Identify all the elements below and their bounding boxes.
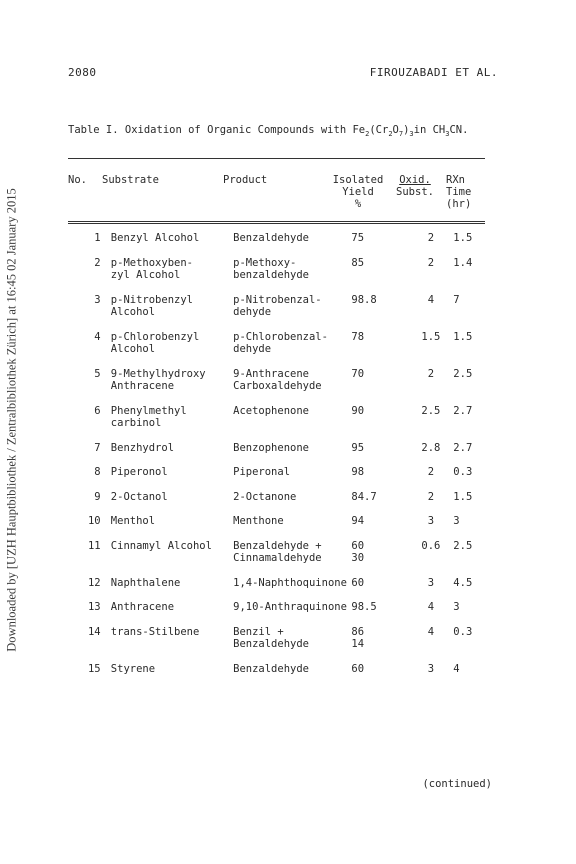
product-cell: 1,4-Naphthoquinone xyxy=(233,576,347,589)
yield-cell: 90 xyxy=(351,404,365,417)
oxidation-table xyxy=(68,232,488,687)
oxidant-cell: 4 xyxy=(427,601,435,613)
oxidant-cell: 2 xyxy=(427,256,435,269)
time-cell: 1.5 xyxy=(453,330,473,343)
table-top-rule xyxy=(68,158,485,159)
col-header-substrate: Substrate xyxy=(102,174,159,186)
yield-cell: 60 30 xyxy=(351,539,365,564)
time-cell: 4 xyxy=(453,662,460,675)
table-row xyxy=(68,257,488,294)
table-row xyxy=(68,491,488,516)
substrate-cell: 9-Methylhydroxy Anthracene xyxy=(110,367,206,392)
row-number: 11 xyxy=(87,539,101,552)
oxidant-cell: 4 xyxy=(427,625,435,638)
oxidant-cell: 3 xyxy=(427,662,435,675)
yield-cell: 60 xyxy=(351,662,365,675)
row-number: 12 xyxy=(87,576,101,589)
substrate-cell: Menthol xyxy=(110,515,156,527)
yield-cell: 84.7 xyxy=(351,490,377,503)
yield-cell: 95 xyxy=(351,441,365,454)
header-rule-double xyxy=(68,223,485,224)
time-cell: 2.7 xyxy=(453,441,473,454)
oxidant-cell: 4 xyxy=(427,293,435,306)
watermark-text: Downloaded by [UZH Hauptbibliothek / Zentralbibliothek Zürich] at 16:45 02 January 2015 xyxy=(4,188,19,652)
yield-cell: 70 xyxy=(351,367,365,380)
oxidant-cell: 2 xyxy=(427,232,435,244)
page-number: 2080 xyxy=(68,66,97,79)
substrate-cell: trans-Stilbene xyxy=(110,625,200,638)
product-cell: Benzophenone xyxy=(233,441,309,454)
time-cell: 1.4 xyxy=(453,256,473,269)
oxidant-cell: 3 xyxy=(427,515,435,527)
oxidant-cell: 0.6 xyxy=(421,539,441,552)
product-cell: Benzil + Benzaldehyde xyxy=(233,625,309,650)
table-row xyxy=(68,663,488,688)
substrate-cell: Piperonol xyxy=(110,466,168,478)
row-number: 3 xyxy=(94,293,101,306)
substrate-cell: Styrene xyxy=(110,662,156,675)
yield-cell: 94 xyxy=(351,515,365,527)
row-number: 1 xyxy=(94,232,101,244)
table-row xyxy=(68,626,488,663)
product-cell: p-Nitrobenzal- dehyde xyxy=(233,293,322,318)
yield-cell: 60 xyxy=(351,576,365,589)
product-cell: 2-Octanone xyxy=(233,490,297,503)
substrate-cell: Phenylmethyl carbinol xyxy=(110,404,187,429)
table-row xyxy=(68,466,488,491)
row-number: 9 xyxy=(94,490,101,503)
row-number: 6 xyxy=(94,404,101,417)
yield-cell: 98.5 xyxy=(351,601,377,613)
substrate-cell: Naphthalene xyxy=(110,576,181,589)
col-header-yield: Isolated Yield % xyxy=(332,174,384,210)
yield-cell: 78 xyxy=(351,330,365,343)
product-cell: p-Chlorobenzal- dehyde xyxy=(233,330,328,355)
substrate-cell: p-Nitrobenzyl Alcohol xyxy=(110,293,193,318)
time-cell: 2.7 xyxy=(453,404,473,417)
time-cell: 0.3 xyxy=(453,625,473,638)
substrate-cell: p-Chlorobenzyl Alcohol xyxy=(110,330,200,355)
col-header-oxid: Oxid. Subst. xyxy=(396,174,434,198)
substrate-cell: Cinnamyl Alcohol xyxy=(110,539,212,552)
oxidant-cell: 3 xyxy=(427,576,435,589)
product-cell: Piperonal xyxy=(233,466,291,478)
yield-cell: 98.8 xyxy=(351,293,377,306)
time-cell: 2.5 xyxy=(453,367,473,380)
row-number: 14 xyxy=(87,625,101,638)
product-cell: 9-Anthracene Carboxaldehyde xyxy=(233,367,322,392)
time-cell: 1.5 xyxy=(453,232,473,244)
product-cell: p-Methoxy- benzaldehyde xyxy=(233,256,309,281)
row-number: 13 xyxy=(87,601,101,613)
yield-cell: 85 xyxy=(351,256,365,269)
time-cell: 7 xyxy=(453,293,460,306)
row-number: 4 xyxy=(94,330,101,343)
table-row xyxy=(68,405,488,442)
running-head: FIROUZABADI ET AL. xyxy=(369,66,498,79)
row-number: 7 xyxy=(94,441,101,454)
product-cell: 9,10-Anthraquinone xyxy=(233,601,347,613)
header-rule xyxy=(68,221,485,222)
product-cell: Benzaldehyde xyxy=(233,232,309,244)
substrate-cell: Benzhydrol xyxy=(110,441,175,454)
time-cell: 0.3 xyxy=(453,466,473,478)
substrate-cell: Anthracene xyxy=(110,601,175,613)
col-header-time: RXn Time (hr) xyxy=(446,174,472,210)
row-number: 8 xyxy=(94,466,101,478)
table-row xyxy=(68,601,488,626)
table-row xyxy=(68,368,488,405)
download-watermark xyxy=(0,0,24,864)
row-number: 2 xyxy=(94,256,101,269)
table-row xyxy=(68,294,488,331)
row-number: 15 xyxy=(87,662,101,675)
table-row xyxy=(68,331,488,368)
product-cell: Benzaldehyde + Cinnamaldehyde xyxy=(233,539,322,564)
product-cell: Acetophenone xyxy=(233,404,309,417)
col-header-product: Product xyxy=(223,174,268,186)
time-cell: 1.5 xyxy=(453,490,473,503)
row-number: 10 xyxy=(87,515,101,527)
table-row xyxy=(68,442,488,467)
time-cell: 3 xyxy=(453,515,460,527)
continued-note: (continued) xyxy=(422,778,492,790)
time-cell: 3 xyxy=(453,601,460,613)
oxidant-cell: 2 xyxy=(427,367,435,380)
oxidant-cell: 2 xyxy=(427,490,435,503)
col-header-no: No. xyxy=(68,174,87,186)
table-row xyxy=(68,515,488,540)
row-number: 5 xyxy=(94,367,101,380)
table-row xyxy=(68,540,488,577)
oxidant-cell: 2.5 xyxy=(421,404,441,417)
product-cell: Menthone xyxy=(233,515,284,527)
product-cell: Benzaldehyde xyxy=(233,662,309,675)
table-row xyxy=(68,577,488,602)
oxidant-cell: 1.5 xyxy=(421,330,441,343)
yield-cell: 98 xyxy=(351,466,365,478)
table-caption: Table I. Oxidation of Organic Compounds with $Fe_2(Cr_2O_7)_3in$ $CH_3CN$. xyxy=(68,124,469,139)
substrate-cell: Benzyl Alcohol xyxy=(110,232,200,244)
time-cell: 4.5 xyxy=(453,576,473,589)
oxidant-cell: 2.8 xyxy=(421,441,441,454)
oxidant-cell: 2 xyxy=(427,466,435,478)
table-row xyxy=(68,232,488,257)
yield-cell: 86 14 xyxy=(351,625,365,650)
yield-cell: 75 xyxy=(351,232,365,244)
time-cell: 2.5 xyxy=(453,539,473,552)
substrate-cell: p-Methoxyben- zyl Alcohol xyxy=(110,256,193,281)
substrate-cell: 2-Octanol xyxy=(110,490,168,503)
